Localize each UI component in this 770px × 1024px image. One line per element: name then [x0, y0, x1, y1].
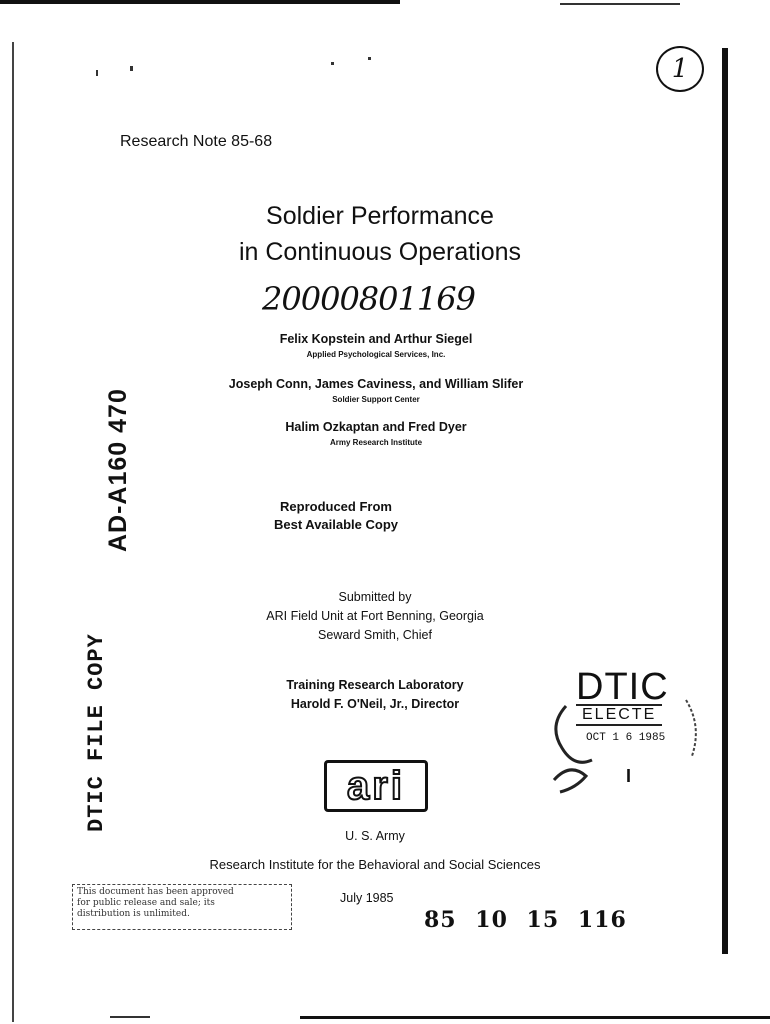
release-line-2: for public release and sale; its — [77, 898, 215, 908]
submitted-line-3: Seward Smith, Chief — [318, 628, 432, 642]
author-names: Felix Kopstein and Arthur Siegel — [279, 332, 473, 346]
lab-line-1: Training Research Laboratory — [286, 678, 464, 692]
document-title — [180, 198, 580, 270]
ari-logo-text: ari — [347, 764, 405, 808]
submitted-line-2: ARI Field Unit at Fort Benning, Georgia — [266, 609, 484, 623]
author-affiliation: Army Research Institute — [329, 438, 423, 447]
submitted-line-1: Submitted by — [338, 590, 412, 604]
accession-date-stamp: 85 10 15 116 — [424, 907, 627, 933]
dtic-stamp-date: OCT 1 6 1985 — [586, 732, 666, 744]
public-release-statement-box — [72, 884, 292, 930]
ari-logo — [324, 760, 428, 812]
institute-name: Research Institute for the Behavioral and Social Sciences — [209, 857, 541, 872]
laboratory-block — [230, 676, 520, 714]
lab-line-2: Harold F. O'Neil, Jr., Director — [290, 697, 460, 711]
publication-date: July 1985 — [340, 891, 394, 905]
bottom-border-rule-fragment — [110, 1016, 150, 1018]
author-names: Joseph Conn, James Caviness, and William Slifer — [228, 377, 524, 391]
dtic-stamp-mark: I — [626, 766, 632, 786]
dtic-stamp-sub: ELECTE — [576, 704, 662, 726]
scan-speck — [368, 57, 371, 60]
author-names: Halim Ozkaptan and Fred Dyer — [285, 420, 467, 434]
author-group-1 — [176, 332, 576, 359]
page-number-circle — [656, 46, 704, 92]
scan-speck — [96, 70, 98, 76]
title-line-1: Soldier Performance — [266, 202, 494, 230]
author-affiliation: Soldier Support Center — [332, 395, 420, 404]
release-line-1: This document has been approved — [77, 887, 234, 897]
us-army-label: U. S. Army — [345, 829, 405, 843]
dtic-file-copy-label: DTIC FILE COPY — [84, 633, 109, 832]
left-border-rule — [12, 42, 14, 1022]
dtic-electe-stamp — [546, 664, 706, 794]
submitted-by-block — [200, 588, 550, 645]
reproduced-line-1: Reproduced From — [280, 499, 392, 514]
scan-speck — [130, 66, 133, 71]
dtic-stamp-title: DTIC — [576, 666, 669, 708]
scan-speck — [331, 62, 334, 65]
reproduced-line-2: Best Available Copy — [273, 517, 399, 532]
author-group-3 — [176, 420, 576, 447]
release-line-3: distribution is unlimited. — [77, 909, 190, 919]
title-line-2: in Continuous Operations — [238, 238, 522, 266]
author-group-2 — [176, 377, 576, 404]
bottom-border-rule — [300, 1016, 770, 1019]
right-border-rule — [722, 48, 728, 954]
page-number: 1 — [671, 54, 689, 84]
handwritten-accession-number: 20000801169 — [262, 280, 475, 318]
research-note-number: Research Note 85-68 — [120, 133, 273, 150]
reproduced-notice — [236, 498, 436, 534]
top-border-rule-fragment — [560, 3, 680, 5]
ad-accession-number: AD-A160 470 — [104, 388, 132, 552]
author-affiliation: Applied Psychological Services, Inc. — [306, 350, 446, 359]
top-border-rule — [0, 0, 400, 4]
